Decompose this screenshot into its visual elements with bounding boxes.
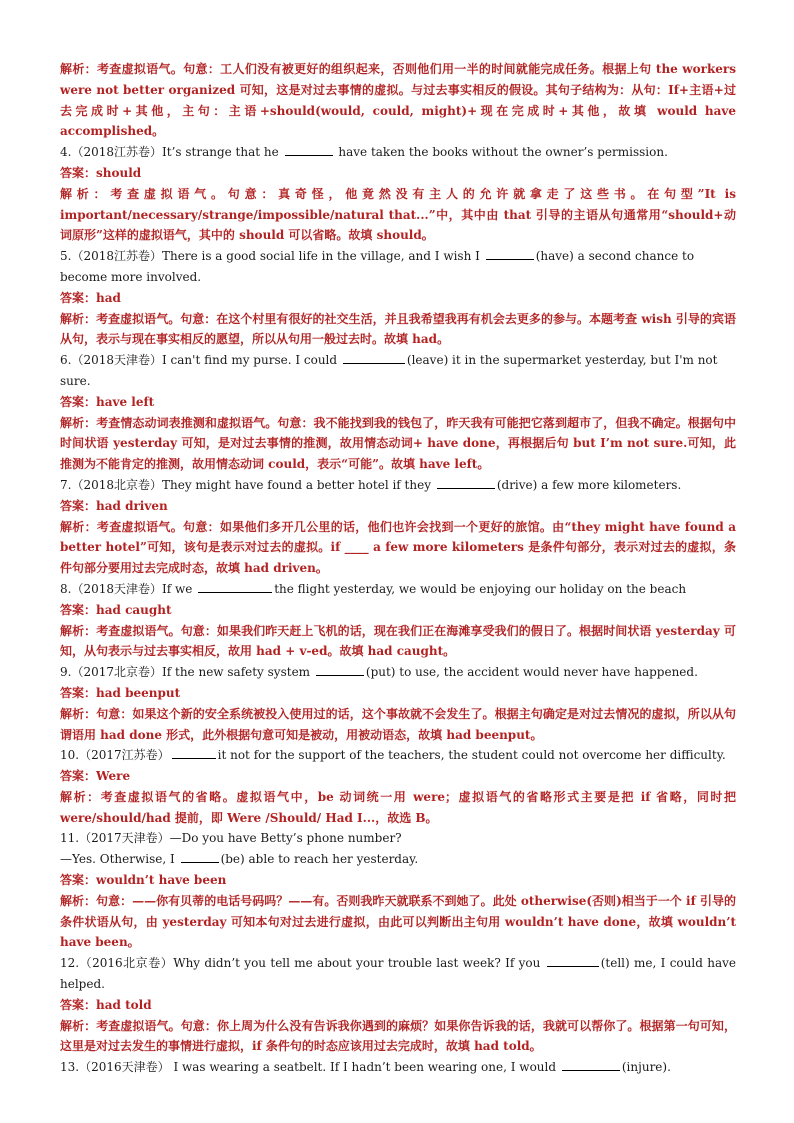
question-4 (60, 142, 736, 163)
question-text-after: (leave) it in the supermarket yesterday, but I'm not sure. (60, 353, 718, 388)
answer-blank[interactable] (343, 351, 405, 364)
answer-blank[interactable] (172, 746, 216, 759)
question-text-after: (put) to use, the accident would never have happened. (365, 665, 698, 680)
question-12 (60, 953, 736, 995)
analysis-text: 解析：考查虚拟语气。句意：在这个村里有很好的社交生活，并且我希望我再有机会去更多的参与。本题考查 wish 引导的宾语从句，表示与现在事实相反的愿望，所以从句用一般过去时。故填 had。 (60, 311, 736, 347)
answer-blank[interactable] (181, 850, 219, 863)
answer-text: Were (96, 769, 131, 784)
analysis-text: 解析：考查虚拟语气。句意：工人们没有被更好的组织起来，否则他们用一半的时间就能完成任务。根据上句 the workers were not better organized 可知，这是对过去事情的虚拟。与过去事实相反的假设。其句子结构为：从句：If+主语+过去完成时+其他，主句：主语+should(would, could, might)+现在完成时+其他，故填 would have accomplished。 (60, 62, 736, 139)
answer-text: have left (96, 394, 155, 409)
question-6 (60, 350, 736, 392)
question-text-after: (be) able to reach her yesterday. (220, 852, 419, 867)
question-number: 6.（2018天津卷） (60, 353, 162, 368)
analysis-text: 解析：考查虚拟语气。句意：真奇怪，他竟然没有主人的允许就拿走了这些书。在句型”It is important/necessary/strange/impossible/natural that...”中，其中由 that 引导的主语从句通常用“should+动词原形”这样的虚拟语气，其中的 should 可以省略。故填 should。 (60, 186, 736, 243)
answer-label: 答案： (60, 685, 97, 700)
question-9 (60, 662, 736, 683)
question-number: 9.（2017北京卷） (60, 665, 162, 680)
answer-label: 答案： (60, 290, 97, 305)
question-number: 5.（2018江苏卷） (60, 249, 162, 264)
question-text-before: I was wearing a seatbelt. If I hadn’t been wearing one, I would (173, 1060, 557, 1075)
question-text-after: (have) a second chance to become more involved. (60, 249, 695, 284)
question-text-before: They might have found a better hotel if they (162, 477, 431, 492)
answer-text: had told (96, 997, 152, 1012)
answer-blank[interactable] (285, 143, 333, 156)
answer-label: 答案： (60, 769, 97, 784)
answer-label: 答案： (60, 394, 97, 409)
answer-label: 答案： (60, 602, 97, 617)
exercise-page (60, 59, 736, 1078)
answer-label: 答案： (60, 873, 97, 888)
analysis-text: 解析：句意：——你有贝蒂的电话号码吗？——有。否则我昨天就联系不到她了。此处 otherwise(否则)相当于一个 if 引导的条件状语从句，由 yesterday 可知本句对过去进行虚拟，由此可以判断出主句用 wouldn’t have done，故填 wouldn’t have been。 (60, 893, 736, 950)
answer-label: 答案： (60, 997, 97, 1012)
question-text-before: —Do you have Betty’s phone number? (169, 831, 402, 846)
answer-label: 答案： (60, 498, 97, 513)
analysis-text: 解析：考查虚拟语气。句意：你上周为什么没有告诉我你遇到的麻烦？如果你告诉我的话，我就可以帮你了。根据第一句可知，这里是对过去发生的事情进行虚拟，if 条件句的时态应该用过去完成时，故填 had told。 (60, 1018, 736, 1054)
question-7 (60, 475, 736, 496)
question-number: 8.（2018天津卷） (60, 581, 162, 596)
answer-blank[interactable] (562, 1058, 620, 1071)
question-number: 10.（2017江苏卷） (60, 748, 170, 763)
analysis-text: 解析：考查虚拟语气的省略。虚拟语气中，be 动词统一用 were；虚拟语气的省略形式主要是把 if 省略，同时把 were/should/had 提前，即 Were /Should/ Had I...，故选 B。 (60, 789, 736, 825)
answer-blank[interactable] (547, 954, 599, 967)
question-11 (60, 828, 736, 849)
question-11-reply (60, 849, 736, 870)
question-number: 4.（2018江苏卷） (60, 145, 162, 160)
question-text-before: If we (162, 581, 193, 596)
question-8 (60, 579, 736, 600)
answer-blank[interactable] (316, 663, 364, 676)
answer-text: should (96, 165, 142, 180)
question-text-after: it not for the support of the teachers, the student could not overcome her difficulty. (217, 748, 726, 763)
analysis-text: 解析：句意：如果这个新的安全系统被投入使用过的话，这个事故就不会发生了。根据主句确定是对过去情况的虚拟，所以从句谓语用 had done 形式，此外根据句意可知是被动，用被动语态，故填 had beenput。 (60, 706, 736, 742)
answer-blank[interactable] (437, 476, 495, 489)
answer-text: had driven (96, 498, 168, 513)
question-text-before: If the new safety system (162, 665, 311, 680)
question-number: 12.（2016北京卷） (60, 956, 174, 971)
question-5 (60, 246, 736, 288)
question-text-after: have taken the books without the owner’s permission. (338, 145, 668, 160)
answer-blank[interactable] (198, 580, 272, 593)
question-text-before: I can't find my purse. I could (162, 353, 338, 368)
question-text-after: the flight yesterday, we would be enjoying our holiday on the beach (274, 581, 687, 596)
analysis-text: 解析：考查虚拟语气。句意：如果我们昨天赶上飞机的话，现在我们正在海滩享受我们的假日了。根据时间状语 yesterday 可知，从句表示与过去事实相反，故用 had + v-ed。故填 had caught。 (60, 623, 736, 659)
answer-text: had beenput (96, 685, 181, 700)
answer-text: had caught (96, 602, 172, 617)
answer-label: 答案： (60, 165, 97, 180)
analysis-text: 解析：考查情态动词表推测和虚拟语气。句意：我不能找到我的钱包了，昨天我有可能把它落到超市了，但我不确定。根据句中时间状语 yesterday 可知，是对过去事情的推测，故用情态动词+ have done，再根据后句 but I’m not sure.可知，此推测为不能肯定的推测，故用情态动词 could，表示“可能”。故填 have left。 (60, 415, 736, 472)
question-text-after: (tell) me, I could have helped. (60, 956, 736, 992)
question-text-after: (drive) a few more kilometers. (496, 477, 682, 492)
question-text-before: Why didn’t you tell me about your trouble last week? If you (173, 956, 541, 971)
question-number: 13.（2016天津卷） (60, 1060, 170, 1075)
answer-blank[interactable] (486, 247, 534, 260)
answer-text: wouldn’t have been (96, 873, 227, 888)
question-text-before: It’s strange that he (162, 145, 279, 160)
question-number: 7.（2018北京卷） (60, 477, 162, 492)
question-13 (60, 1057, 736, 1078)
question-text-after: (injure). (621, 1060, 671, 1075)
question-10 (60, 745, 736, 766)
answer-text: had (96, 290, 121, 305)
question-number: 11.（2017天津卷） (60, 831, 170, 846)
analysis-text: 解析：考查虚拟语气。句意：如果他们多开几公里的话，他们也许会找到一个更好的旅馆。由“they might have found a better hotel”可知，该句是表示对过去的虚拟。if ____ a few more kilometers 是条件句部分，表示对过去的虚拟，条件句部分要用过去完成时态，故填 had driven。 (60, 519, 736, 576)
question-text-before: —Yes. Otherwise, I (60, 852, 175, 867)
question-text-before: There is a good social life in the village, and I wish I (162, 249, 480, 264)
